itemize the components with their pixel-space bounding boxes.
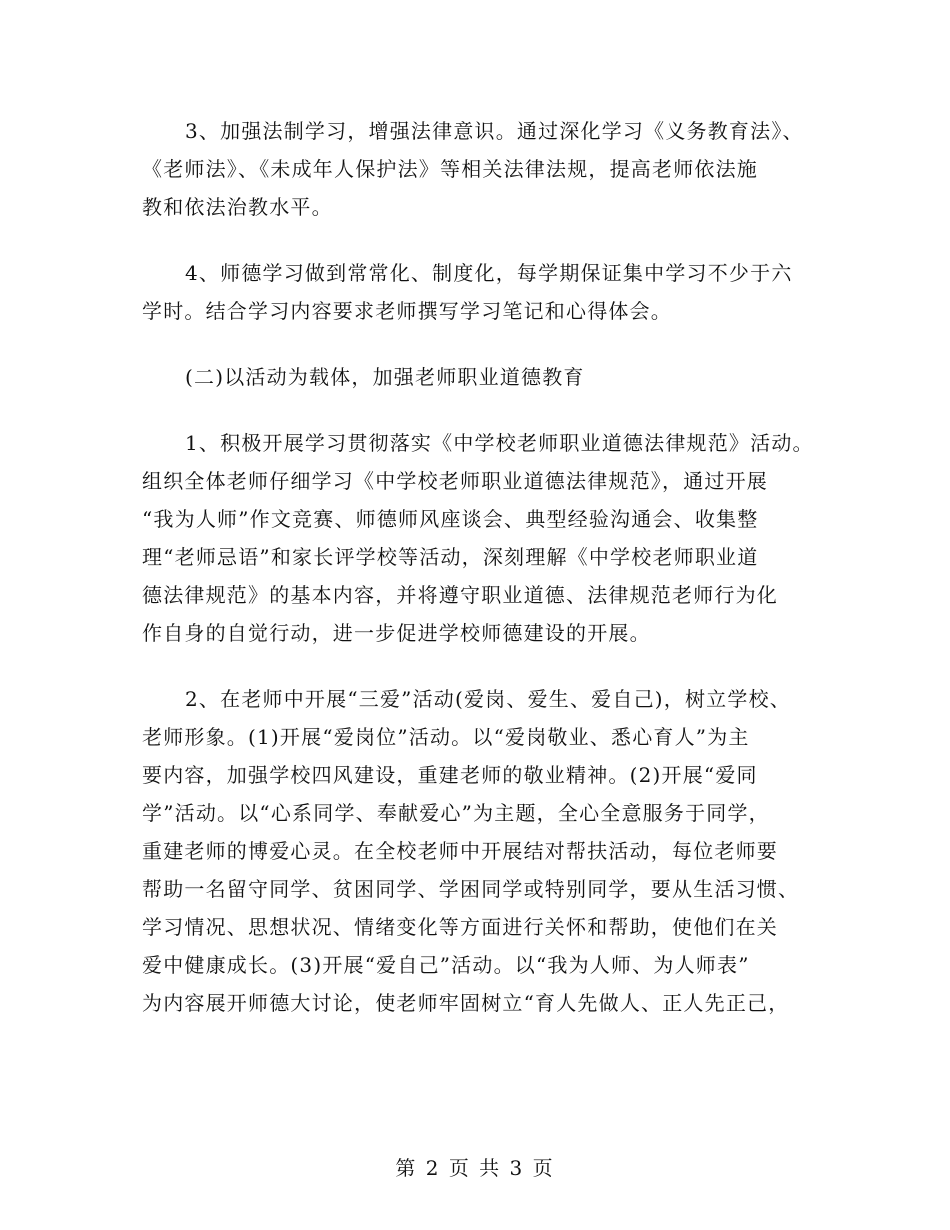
text-line: 德法律规范》的基本内容，并将遵守职业道德、法律规范老师行为化 — [142, 583, 778, 607]
heading-text: (二)以活动为载体，加强老师职业道德教育 — [185, 365, 585, 389]
text-line: 老师形象。(1)开展“爱岗位”活动。以“爱岗敬业、悉心育人”为主 — [142, 725, 750, 749]
text-line: 教和依法治教水平。 — [142, 195, 333, 219]
paragraph-code-activity — [142, 424, 822, 652]
text-line: 作自身的自觉行动，进一步促进学校师德建设的开展。 — [142, 621, 651, 645]
paragraph-law-study — [142, 112, 822, 226]
text-line: 1、积极开展学习贯彻落实《中学校老师职业道德法律规范》活动。 — [185, 431, 814, 455]
text-line: 学时。结合学习内容要求老师撰写学习笔记和心得体会。 — [142, 299, 672, 323]
text-line: 《老师法》、《未成年人保护法》等相关法律法规，提高老师依法施 — [142, 157, 758, 181]
paragraph-three-loves — [142, 680, 822, 1022]
text-line: 重建老师的博爱心灵。在全校老师中开展结对帮扶活动，每位老师要 — [142, 839, 778, 863]
text-line: 帮助一名留守同学、贫困同学、学困同学或特别同学，要从生活习惯、 — [142, 877, 800, 901]
text-line: 3、加强法制学习，增强法律意识。通过深化学习《义务教育法》、 — [185, 119, 804, 143]
text-line: “我为人师”作文竞赛、师德师风座谈会、典型经验沟通会、收集整 — [142, 507, 759, 531]
text-line: 要内容，加强学校四风建设，重建老师的敬业精神。(2)开展“爱同 — [142, 763, 758, 787]
text-line: 理“老师忌语”和家长评学校等活动，深刻理解《中学校老师职业道 — [142, 545, 759, 569]
section-heading — [142, 358, 822, 396]
text-line: 2、在老师中开展“三爱”活动(爱岗、爱生、爱自己)，树立学校、 — [185, 687, 791, 711]
document-body — [142, 112, 822, 1050]
text-line: 组织全体老师仔细学习《中学校老师职业道德法律规范》，通过开展 — [142, 469, 768, 493]
paragraph-ethics-study — [142, 254, 822, 330]
page-number: 第 2 页 共 3 页 — [395, 1156, 555, 1180]
text-line: 为内容展开师德大讨论，使老师牢固树立“育人先做人、正人先正己， — [142, 991, 790, 1015]
text-line: 学习情况、思想状况、情绪变化等方面进行关怀和帮助，使他们在关 — [142, 915, 778, 939]
text-line: 爱中健康成长。(3)开展“爱自己”活动。以“我为人师、为人师表” — [142, 953, 750, 977]
text-line: 学”活动。以“心系同学、奉献爱心”为主题，全心全意服务于同学， — [142, 801, 770, 825]
text-line: 4、师德学习做到常常化、制度化，每学期保证集中学习不少于六 — [185, 261, 793, 285]
